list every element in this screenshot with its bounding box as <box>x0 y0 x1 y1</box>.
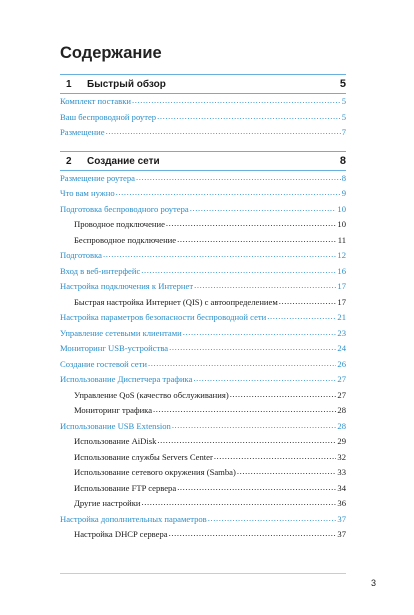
dot-leader <box>267 310 336 325</box>
dot-leader <box>153 403 336 418</box>
chapter-heading[interactable] <box>60 152 346 170</box>
toc-subentry <box>60 295 346 311</box>
dot-leader <box>230 388 337 403</box>
toc-entry-link[interactable] <box>60 248 346 264</box>
dot-leader <box>103 248 336 263</box>
toc-entry-label: Использование USB Extension <box>60 420 171 431</box>
dot-leader <box>116 186 341 201</box>
toc-entry-link[interactable] <box>60 512 346 528</box>
toc-entry-page: 5 <box>341 96 346 106</box>
toc-entry-link[interactable] <box>60 202 346 218</box>
toc-subentry <box>60 388 346 404</box>
toc-entry-page: 17 <box>337 296 346 307</box>
dot-leader <box>193 372 336 387</box>
toc-entry-label: Ваш беспроводной роутер <box>60 111 157 122</box>
toc-subentry <box>60 527 346 543</box>
toc-entry-page: 27 <box>337 374 346 384</box>
toc-entry-page: 21 <box>337 312 346 322</box>
toc-entry-page: 27 <box>337 389 346 400</box>
dot-leader <box>177 481 336 496</box>
toc-entry-page: 24 <box>337 343 346 353</box>
toc-entry-page: 34 <box>337 482 346 493</box>
toc-entry-label: Что вам нужно <box>60 188 115 198</box>
toc-entry-link[interactable] <box>60 357 346 373</box>
dot-leader <box>208 512 337 527</box>
toc-entry-link[interactable] <box>60 110 346 126</box>
toc-entry-link[interactable] <box>60 264 346 280</box>
toc-entry-page: 8 <box>341 172 346 183</box>
dot-leader <box>183 326 337 341</box>
toc-entry-link[interactable] <box>60 94 346 110</box>
toc-entry-link[interactable] <box>60 326 346 342</box>
dot-leader <box>157 434 336 449</box>
toc-entry-label: Использование сетевого окружения (Samba) <box>74 467 236 477</box>
dot-leader <box>194 279 336 294</box>
chapter-number: 2 <box>66 155 72 167</box>
dot-leader <box>141 264 336 279</box>
toc-entry-label: Подготовка беспроводного роутера <box>60 203 189 214</box>
toc-entry-label: Настройка DHCP сервера <box>74 529 168 539</box>
toc-entry-label: Проводное подключение <box>74 219 165 229</box>
toc-entry-page: 17 <box>337 281 346 291</box>
toc-entry-label: Комплект поставки <box>60 96 131 106</box>
toc-entry-label: Размещение роутера <box>60 172 135 183</box>
toc-entry-page: 23 <box>337 327 346 338</box>
toc-subentry <box>60 233 346 249</box>
toc-entry-page: 26 <box>337 358 346 369</box>
toc-entry-page: 32 <box>337 451 346 462</box>
toc-subentry <box>60 403 346 419</box>
page-title: Содержание <box>60 44 162 62</box>
chapter-gap <box>60 141 346 151</box>
toc-entry-page: 10 <box>337 219 346 229</box>
chapter-page-number: 5 <box>339 78 346 90</box>
toc-entry-label: Мониторинг USB-устройства <box>60 343 169 353</box>
footer-divider <box>60 573 346 574</box>
toc-entry-link[interactable] <box>60 125 346 141</box>
toc-entry-page: 12 <box>337 250 346 260</box>
toc-entry-page: 37 <box>337 513 346 524</box>
dot-leader <box>169 341 336 356</box>
dot-leader <box>279 295 337 310</box>
toc-entry-label: Использование службы Servers Center <box>74 451 213 462</box>
dot-leader <box>106 125 341 140</box>
dot-leader <box>177 233 337 248</box>
toc-entry-page: 5 <box>341 111 346 122</box>
toc-entry-link[interactable] <box>60 419 346 435</box>
toc-entry-label: Настройка подключения к Интернет <box>60 281 194 291</box>
toc-entry-label: Управление QoS (качество обслуживания) <box>74 389 229 400</box>
chapter-title: Быстрый обзор <box>87 79 166 90</box>
dot-leader <box>166 217 336 232</box>
toc-entry-label: Управление сетевыми клиентами <box>60 327 182 338</box>
toc-entry-link[interactable] <box>60 171 346 187</box>
chapter-number: 1 <box>66 79 72 90</box>
toc-entry-page: 16 <box>337 265 346 276</box>
dot-leader <box>157 110 341 125</box>
toc-entry-page: 11 <box>337 234 346 245</box>
toc-subentry <box>60 496 346 512</box>
toc-entry-page: 33 <box>337 467 346 477</box>
toc-entry-link[interactable] <box>60 372 346 388</box>
dot-leader <box>169 527 337 542</box>
toc-entry-link[interactable] <box>60 186 346 202</box>
toc-entry-label: Создание гостевой сети <box>60 358 147 369</box>
dot-leader <box>136 171 341 186</box>
toc-entry-page: 36 <box>337 498 346 508</box>
toc-entry-link[interactable] <box>60 341 346 357</box>
toc-entry-label: Вход в веб-интерфейс <box>60 265 141 276</box>
toc-entry-label: Подготовка <box>60 250 102 260</box>
toc-entry-label: Настройка параметров безопасности беспроводной сети <box>60 312 267 322</box>
dot-leader <box>141 496 336 511</box>
toc-entry-label: Другие настройки <box>74 498 141 508</box>
toc-entry-label: Быстрая настройка Интернет (QIS) с автоопределением <box>74 296 278 307</box>
toc-entry-label: Использование AiDisk <box>74 436 157 446</box>
toc-entry-page: 7 <box>341 127 346 137</box>
toc-entry-page: 37 <box>337 529 346 539</box>
toc-entry-page: 28 <box>337 420 346 431</box>
toc-entry-label: Беспроводное подключение <box>74 234 177 245</box>
dot-leader <box>132 94 341 109</box>
toc-subentry <box>60 434 346 450</box>
toc-entry-page: 9 <box>341 188 346 198</box>
toc-subentry <box>60 217 346 233</box>
toc-entry-label: Настройка дополнительных параметров <box>60 513 207 524</box>
toc-entry-label: Мониторинг трафика <box>74 405 153 415</box>
toc-subentry <box>60 465 346 481</box>
toc-subentry <box>60 450 346 466</box>
table-of-contents <box>60 74 346 543</box>
chapter-title: Создание сети <box>87 155 160 167</box>
page-number: 3 <box>370 578 376 588</box>
dot-leader <box>172 419 337 434</box>
toc-entry-page: 10 <box>337 203 346 214</box>
toc-entry-link[interactable] <box>60 279 346 295</box>
dot-leader <box>214 450 337 465</box>
toc-entry-label: Использование FTP сервера <box>74 482 177 493</box>
dot-leader <box>237 465 337 480</box>
toc-entry-link[interactable] <box>60 310 346 326</box>
chapter-heading[interactable] <box>60 75 346 93</box>
toc-subentry <box>60 481 346 497</box>
toc-entry-label: Размещение <box>60 127 105 137</box>
toc-entry-page: 29 <box>337 436 346 446</box>
chapter-page-number: 8 <box>339 154 346 167</box>
toc-entry-page: 28 <box>337 405 346 415</box>
dot-leader <box>190 202 337 217</box>
dot-leader <box>148 357 336 372</box>
toc-entry-label: Использование Диспетчера трафика <box>60 374 193 384</box>
